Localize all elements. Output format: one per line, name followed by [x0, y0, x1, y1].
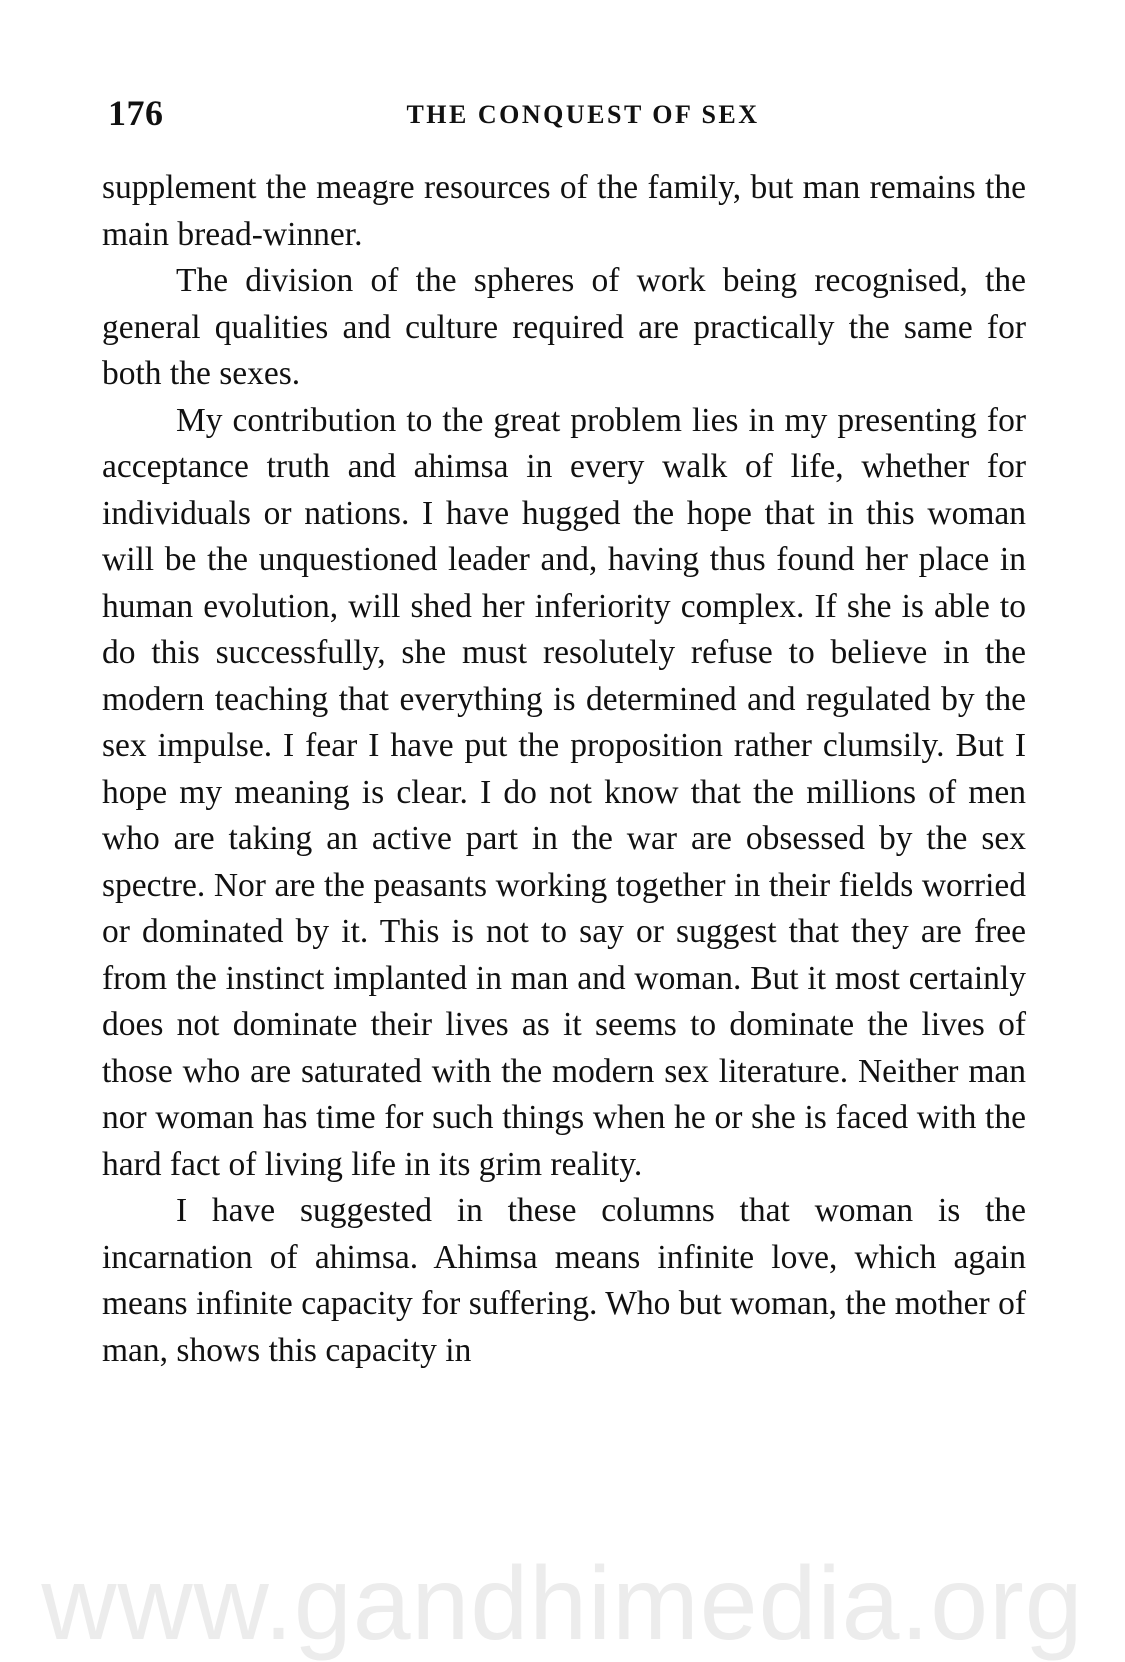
- body-text: [102, 165, 1026, 1374]
- paragraph: I have suggested in these columns that woman is the incarnation of ahimsa. Ahimsa means infinite love, which again means infinite capacity for suffering. Who but woman, the mother of man, shows this capacity in: [102, 1192, 1026, 1369]
- watermark: www.gandhimedia.org: [41, 1546, 1084, 1662]
- paragraph: The division of the spheres of work being recognised, the general qualities and culture required are practically the same for both the sexes.: [102, 262, 1026, 392]
- paragraph: My contribution to the great problem lies in my presenting for acceptance truth and ahimsa in every walk of life, whether for individuals or nations. I have hugged the hope that in this woman will be the unquestioned leader and, having thus found her place in human evolution, will shed her inferiority complex. If she is able to do this successfully, she must resolutely refuse to believe in the modern teaching that everything is determined and regulated by the sex impulse. I fear I have put the proposition rather clumsily. But I hope my meaning is clear. I do not know that the millions of men who are taking an active part in the war are obsessed by the sex spectre. Nor are the peasants working together in their fields worried or dominated by it. This is not to say or suggest that they are free from the instinct implanted in man and woman. But it most certainly does not dominate their lives as it seems to dominate the lives of those who are saturated with the modern sex literature. Neither man nor woman has time for such things when he or she is faced with the hard fact of living life in its grim reality.: [102, 401, 1026, 1183]
- page-header: [108, 92, 1028, 142]
- page-number: 176: [108, 93, 164, 133]
- paragraph: supplement the meagre resources of the family, but man remains the main bread-winner.: [102, 169, 1026, 253]
- running-title: THE CONQUEST OF SEX: [406, 100, 760, 129]
